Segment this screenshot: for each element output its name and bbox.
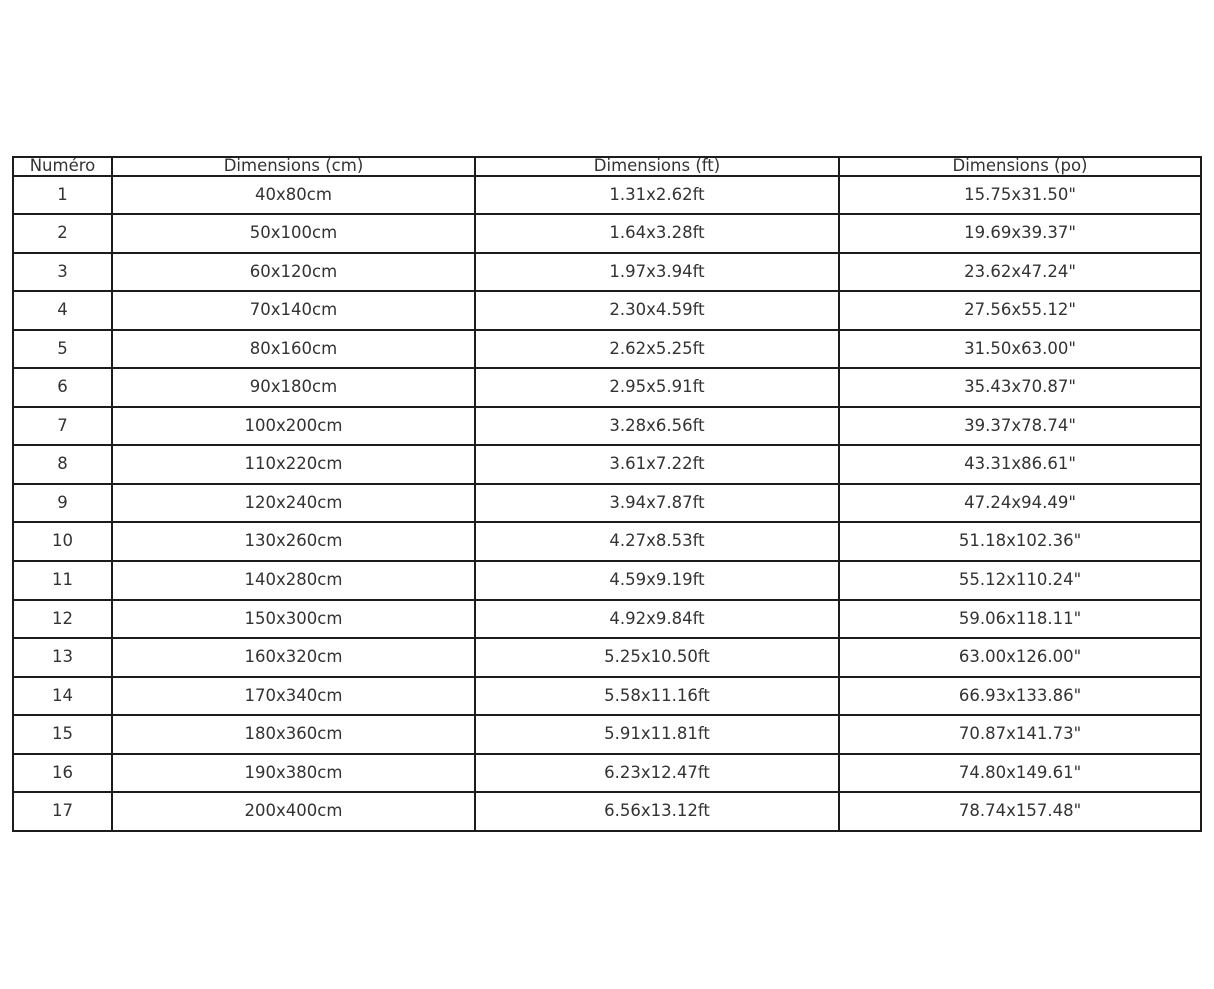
- cell-dimensions-po: 47.24x94.49": [839, 484, 1201, 523]
- cell-dimensions-ft: 3.61x7.22ft: [475, 445, 839, 484]
- table-body: [13, 176, 1201, 832]
- cell-dimensions-ft: 5.58x11.16ft: [475, 677, 839, 716]
- cell-numero: 11: [13, 561, 112, 600]
- table-row: [13, 754, 1201, 793]
- cell-numero: 9: [13, 484, 112, 523]
- cell-numero: 6: [13, 368, 112, 407]
- cell-dimensions-ft: 2.30x4.59ft: [475, 291, 839, 330]
- cell-dimensions-po: 23.62x47.24": [839, 253, 1201, 292]
- cell-dimensions-ft: 5.25x10.50ft: [475, 638, 839, 677]
- cell-dimensions-cm: 120x240cm: [112, 484, 475, 523]
- cell-dimensions-ft: 1.31x2.62ft: [475, 176, 839, 215]
- table-row: [13, 176, 1201, 215]
- table-header-row: [13, 157, 1201, 176]
- cell-dimensions-ft: 5.91x11.81ft: [475, 715, 839, 754]
- table-row: [13, 600, 1201, 639]
- cell-numero: 1: [13, 176, 112, 215]
- cell-dimensions-cm: 170x340cm: [112, 677, 475, 716]
- cell-dimensions-cm: 60x120cm: [112, 253, 475, 292]
- cell-dimensions-cm: 80x160cm: [112, 330, 475, 369]
- cell-dimensions-po: 27.56x55.12": [839, 291, 1201, 330]
- cell-numero: 13: [13, 638, 112, 677]
- cell-numero: 8: [13, 445, 112, 484]
- cell-numero: 10: [13, 522, 112, 561]
- cell-dimensions-po: 39.37x78.74": [839, 407, 1201, 446]
- cell-numero: 17: [13, 792, 112, 831]
- cell-dimensions-ft: 1.64x3.28ft: [475, 214, 839, 253]
- dimensions-table: [12, 156, 1202, 832]
- cell-dimensions-cm: 180x360cm: [112, 715, 475, 754]
- cell-dimensions-cm: 90x180cm: [112, 368, 475, 407]
- table-row: [13, 253, 1201, 292]
- cell-dimensions-cm: 150x300cm: [112, 600, 475, 639]
- table-row: [13, 445, 1201, 484]
- cell-dimensions-ft: 6.23x12.47ft: [475, 754, 839, 793]
- cell-dimensions-po: 70.87x141.73": [839, 715, 1201, 754]
- cell-dimensions-ft: 4.92x9.84ft: [475, 600, 839, 639]
- cell-dimensions-po: 59.06x118.11": [839, 600, 1201, 639]
- cell-dimensions-ft: 6.56x13.12ft: [475, 792, 839, 831]
- table-row: [13, 407, 1201, 446]
- header-dimensions-ft: Dimensions (ft): [475, 157, 839, 176]
- cell-dimensions-po: 74.80x149.61": [839, 754, 1201, 793]
- table-row: [13, 291, 1201, 330]
- cell-dimensions-po: 66.93x133.86": [839, 677, 1201, 716]
- cell-numero: 2: [13, 214, 112, 253]
- header-numero: Numéro: [13, 157, 112, 176]
- table-row: [13, 368, 1201, 407]
- cell-dimensions-po: 35.43x70.87": [839, 368, 1201, 407]
- cell-dimensions-cm: 200x400cm: [112, 792, 475, 831]
- cell-dimensions-po: 19.69x39.37": [839, 214, 1201, 253]
- cell-dimensions-po: 15.75x31.50": [839, 176, 1201, 215]
- cell-dimensions-ft: 3.94x7.87ft: [475, 484, 839, 523]
- cell-numero: 4: [13, 291, 112, 330]
- table-row: [13, 330, 1201, 369]
- cell-dimensions-ft: 4.27x8.53ft: [475, 522, 839, 561]
- cell-dimensions-cm: 140x280cm: [112, 561, 475, 600]
- cell-dimensions-po: 51.18x102.36": [839, 522, 1201, 561]
- cell-numero: 12: [13, 600, 112, 639]
- header-dimensions-cm: Dimensions (cm): [112, 157, 475, 176]
- table-row: [13, 715, 1201, 754]
- cell-dimensions-cm: 110x220cm: [112, 445, 475, 484]
- table-row: [13, 484, 1201, 523]
- cell-numero: 15: [13, 715, 112, 754]
- cell-dimensions-cm: 50x100cm: [112, 214, 475, 253]
- cell-numero: 16: [13, 754, 112, 793]
- cell-dimensions-po: 63.00x126.00": [839, 638, 1201, 677]
- table-row: [13, 638, 1201, 677]
- table-row: [13, 561, 1201, 600]
- cell-dimensions-po: 55.12x110.24": [839, 561, 1201, 600]
- table-row: [13, 677, 1201, 716]
- table-row: [13, 522, 1201, 561]
- header-dimensions-po: Dimensions (po): [839, 157, 1201, 176]
- cell-dimensions-ft: 2.95x5.91ft: [475, 368, 839, 407]
- cell-dimensions-po: 78.74x157.48": [839, 792, 1201, 831]
- cell-numero: 7: [13, 407, 112, 446]
- cell-dimensions-ft: 1.97x3.94ft: [475, 253, 839, 292]
- cell-dimensions-cm: 100x200cm: [112, 407, 475, 446]
- cell-numero: 3: [13, 253, 112, 292]
- cell-dimensions-cm: 130x260cm: [112, 522, 475, 561]
- cell-dimensions-cm: 40x80cm: [112, 176, 475, 215]
- cell-dimensions-cm: 70x140cm: [112, 291, 475, 330]
- dimensions-table-container: [12, 156, 1200, 832]
- cell-dimensions-ft: 3.28x6.56ft: [475, 407, 839, 446]
- cell-dimensions-cm: 160x320cm: [112, 638, 475, 677]
- table-row: [13, 214, 1201, 253]
- cell-dimensions-po: 43.31x86.61": [839, 445, 1201, 484]
- cell-numero: 5: [13, 330, 112, 369]
- cell-numero: 14: [13, 677, 112, 716]
- table-row: [13, 792, 1201, 831]
- cell-dimensions-ft: 2.62x5.25ft: [475, 330, 839, 369]
- cell-dimensions-cm: 190x380cm: [112, 754, 475, 793]
- cell-dimensions-ft: 4.59x9.19ft: [475, 561, 839, 600]
- cell-dimensions-po: 31.50x63.00": [839, 330, 1201, 369]
